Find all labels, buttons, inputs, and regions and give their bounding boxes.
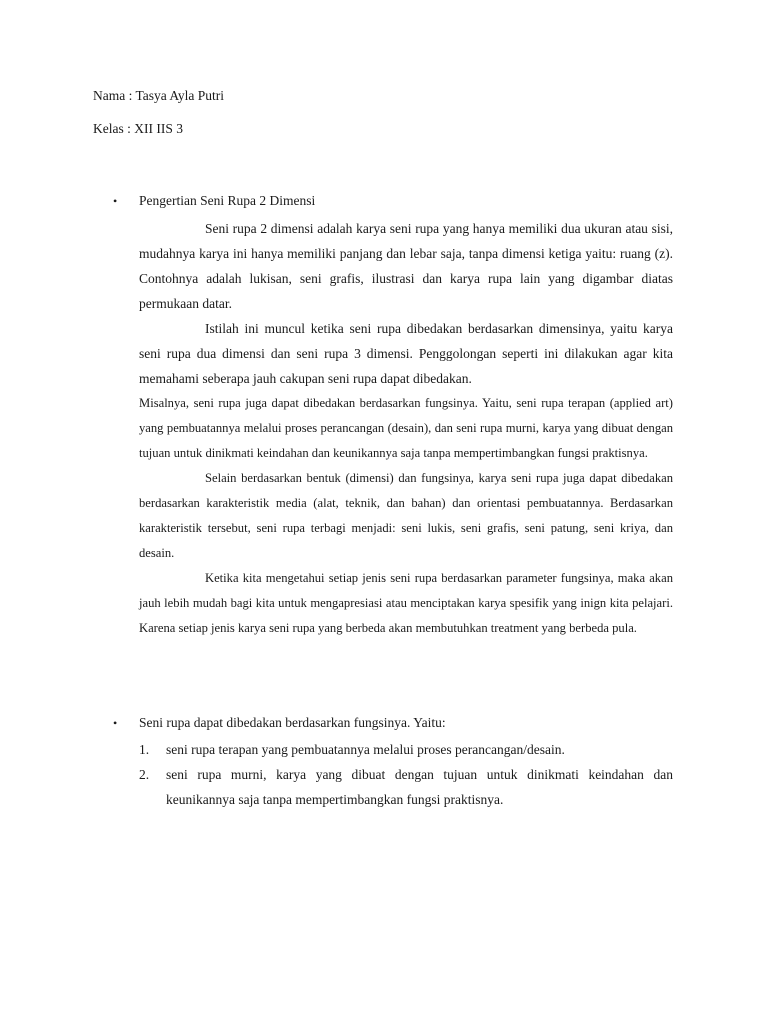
section-function	[0, 713, 768, 812]
bullet-marker: •	[113, 716, 118, 730]
list-item-number: 1.	[139, 742, 150, 757]
list-item-number: 2.	[139, 767, 150, 782]
list-item	[139, 737, 673, 762]
paragraph-3: Misalnya, seni rupa juga dapat dibedakan berdasarkan fungsinya. Yaitu, seni rupa terapan (applied art) yang pembuatannya melalui proses perancangan (desain), dan seni rupa murni, karya yang dibuat dengan tujuan untuk dinikmati keindahan dan keunikannya saja tanpa mempertimbangkan fungsi praktisnya.	[139, 396, 673, 460]
paragraph-5: Ketika kita mengetahui setiap jenis seni rupa berdasarkan parameter fungsinya, maka akan jauh lebih mudah bagi kita untuk mengapresiasi atau menciptakan karya spesifik yang inign kita pelajari. Karena setiap jenis karya seni rupa yang berbeda akan membutuhkan treatment yang berbeda pula.	[139, 571, 673, 635]
paragraph-4: Selain berdasarkan bentuk (dimensi) dan fungsinya, karya seni rupa juga dapat dibedakan berdasarkan karakteristik media (alat, teknik, dan bahan) dan orientasi pembuatannya. Berdasarkan karakteristik tersebut, seni rupa terbagi menjadi: seni lukis, seni grafis, seni patung, seni kriya, dan desain.	[139, 471, 673, 560]
section-definition	[0, 191, 768, 641]
paragraph-1: Seni rupa 2 dimensi adalah karya seni rupa yang hanya memiliki dua ukuran atau sisi, mudahnya karya ini hanya memiliki panjang dan lebar saja, tanpa dimensi ketiga yaitu: ruang (z). Contohnya adalah lukisan, seni grafis, ilustrasi dan karya rupa lain yang digambar diatas permukaan datar.	[139, 221, 673, 311]
student-class: Kelas : XII IIS 3	[93, 121, 183, 136]
bullet-item	[0, 713, 768, 733]
student-name: Nama : Tasya Ayla Putri	[93, 88, 225, 103]
paragraph-2: Istilah ini muncul ketika seni rupa dibedakan berdasarkan dimensinya, yaitu karya seni rupa dua dimensi dan seni rupa 3 dimensi. Penggolongan seperti ini dilakukan agar kita memahami seberapa jauh cakupan seni rupa dapat dibedakan.	[139, 321, 673, 386]
bullet-item	[0, 191, 768, 211]
numbered-list	[139, 737, 673, 812]
bullet-marker: •	[113, 194, 118, 208]
list-item-text: seni rupa murni, karya yang dibuat dengan tujuan untuk dinikmati keindahan dan keunikannya saja tanpa mempertimbangkan fungsi praktisnya.	[166, 767, 673, 807]
section-title: Seni rupa dapat dibedakan berdasarkan fungsinya. Yaitu:	[139, 715, 446, 730]
list-item-text: seni rupa terapan yang pembuatannya melalui proses perancangan/desain.	[166, 742, 565, 757]
section-title: Pengertian Seni Rupa 2 Dimensi	[139, 193, 316, 208]
list-item	[139, 762, 673, 812]
